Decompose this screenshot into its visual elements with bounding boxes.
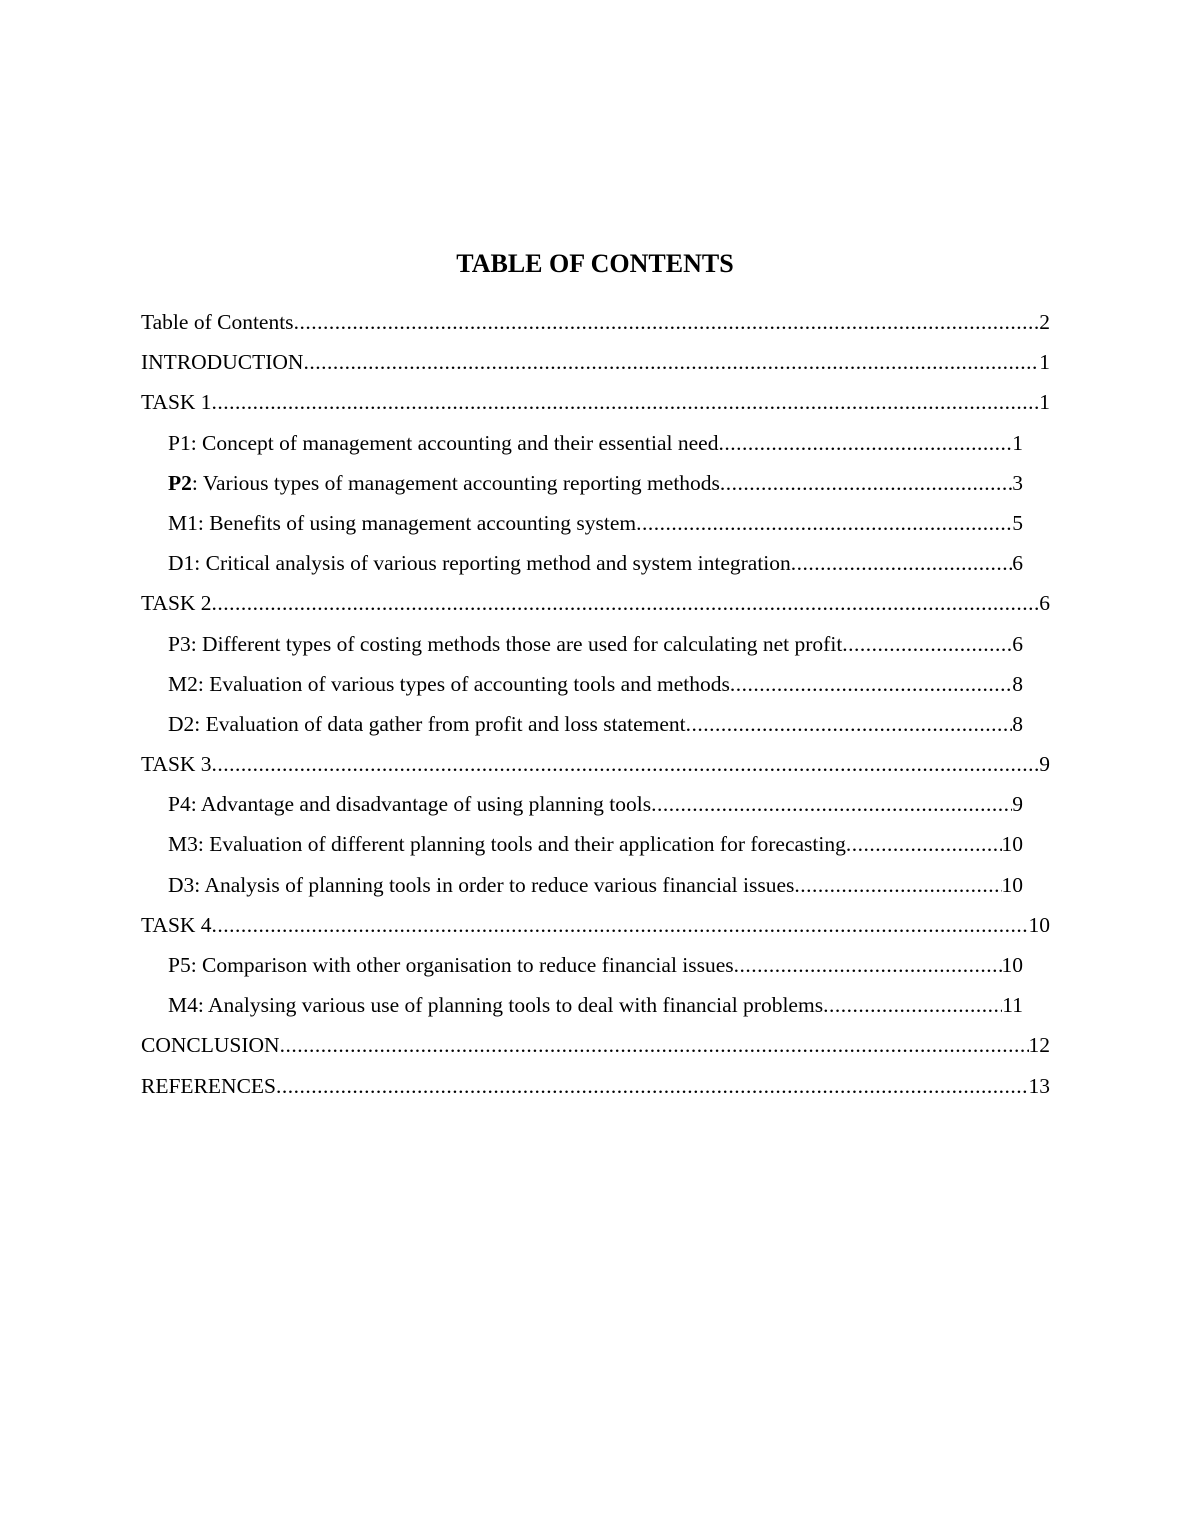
toc-entry-title [168,708,686,740]
toc-dot-leader [842,628,1012,660]
toc-entry-text: M2: Evaluation of various types of accounting tools and methods [168,671,730,696]
toc-entry-text: D2: Evaluation of data gather from profit and loss statement [168,711,686,736]
toc-page-number: 1 [1039,390,1050,415]
toc-entry-section[interactable] [141,386,1050,426]
toc-entry-subsection[interactable] [168,828,1023,868]
toc-page-number: 9 [1012,792,1023,817]
toc-dot-leader [718,427,1012,459]
toc-dot-leader [823,989,1002,1021]
toc-entry-text: D3: Analysis of planning tools in order to reduce various financial issues [168,872,795,897]
toc-dot-leader [846,828,1002,860]
toc-entry-text: M4: Analysing various use of planning tools to deal with financial problems [168,993,824,1018]
toc-dot-leader [276,1070,1029,1102]
toc-entry-title [141,386,212,418]
toc-entry-title [141,1029,280,1061]
toc-dot-leader [730,668,1012,700]
toc-entry-subsection[interactable] [168,547,1023,587]
toc-entry-section[interactable] [141,748,1050,788]
toc-page-number: 6 [1012,631,1023,656]
toc-entry-text: TASK 3 [141,752,212,777]
toc-page-number: 6 [1039,591,1050,616]
toc-entry-title [141,587,212,619]
toc-entry-title [141,748,212,780]
table-of-contents [0,306,1190,1110]
toc-entry-text: P3: Different types of costing methods those are used for calculating net profit [168,631,843,656]
toc-entry-text: D1: Critical analysis of various reporting method and system integration [168,551,791,576]
toc-page-number: 10 [1001,832,1023,857]
toc-page-number: 8 [1012,671,1023,696]
toc-page-number: 10 [1001,953,1023,977]
toc-entry-section[interactable] [141,346,1050,386]
toc-entry-section[interactable] [141,306,1050,346]
toc-entry-title [141,346,303,378]
toc-entry-title [168,507,636,539]
toc-dot-leader [212,748,1040,780]
toc-dot-leader [720,467,1012,499]
toc-page-number: 10 [1028,912,1050,937]
toc-entry-title [168,628,842,660]
toc-dot-leader [212,587,1040,619]
toc-page-number: 12 [1028,1033,1050,1058]
toc-entry-section[interactable] [141,909,1050,949]
toc-entry-text: TASK 1 [141,390,212,415]
toc-entry-text: TASK 4 [141,912,212,937]
toc-entry-title [168,869,794,901]
toc-entry-subsection[interactable] [168,788,1023,828]
toc-entry-subsection[interactable] [168,708,1023,748]
toc-entry-title [168,547,791,579]
toc-entry-subsection[interactable] [168,989,1023,1029]
toc-entry-section[interactable] [141,1029,1050,1069]
toc-entry-title [168,427,718,459]
toc-page-number: 3 [1012,470,1023,495]
toc-dot-leader [794,869,1001,901]
toc-entry-text: : Various types of management accounting reporting methods [191,470,720,495]
toc-entry-subsection[interactable] [168,869,1023,909]
toc-dot-leader [294,306,1040,338]
toc-entry-bold-prefix: P2 [168,470,192,495]
toc-entry-subsection[interactable] [168,949,1023,989]
toc-page-number: 6 [1012,551,1023,576]
toc-page-number: 1 [1012,430,1023,455]
toc-page-number: 2 [1039,310,1050,334]
toc-entry-subsection[interactable] [168,668,1023,708]
toc-entry-text: P5: Comparison with other organisation to reduce financial issues [168,953,734,977]
toc-dot-leader [734,949,1002,981]
toc-dot-leader [280,1029,1029,1061]
toc-page-number: 9 [1039,752,1050,777]
toc-page-number: 11 [1002,993,1023,1018]
toc-entry-title [168,989,823,1021]
toc-dot-leader [212,386,1040,418]
toc-dot-leader [686,708,1013,740]
toc-entry-subsection[interactable] [168,628,1023,668]
toc-entry-subsection[interactable] [168,467,1023,507]
toc-page-number: 1 [1039,350,1050,375]
toc-dot-leader [636,507,1012,539]
toc-entry-title [141,306,294,338]
toc-entry-title [168,668,730,700]
toc-entry-text: M1: Benefits of using management accounting system [168,510,637,535]
toc-entry-text: P4: Advantage and disadvantage of using planning tools [168,792,652,817]
toc-entry-text: INTRODUCTION [141,350,304,375]
toc-entry-title [168,828,846,860]
toc-page-number: 8 [1012,711,1023,736]
toc-entry-text: Table of Contents [141,310,294,334]
toc-entry-section[interactable] [141,1070,1050,1110]
toc-dot-leader [303,346,1039,378]
toc-entry-subsection[interactable] [168,507,1023,547]
toc-page-number: 13 [1028,1073,1050,1098]
toc-entry-text: CONCLUSION [141,1033,280,1058]
toc-entry-subsection[interactable] [168,427,1023,467]
toc-entry-text: P1: Concept of management accounting and their essential need [168,430,719,455]
toc-entry-title [141,1070,276,1102]
toc-heading: TABLE OF CONTENTS [456,249,734,278]
toc-entry-text: TASK 2 [141,591,212,616]
toc-page-number: 5 [1012,510,1023,535]
toc-entry-title [168,788,651,820]
toc-entry-title [141,909,212,941]
toc-dot-leader [791,547,1012,579]
toc-entry-text: M3: Evaluation of different planning tools and their application for forecasting [168,832,846,857]
toc-entry-section[interactable] [141,587,1050,627]
toc-entry-title [168,467,720,499]
toc-entry-title [168,949,734,981]
toc-entry-text: REFERENCES [141,1073,276,1098]
toc-dot-leader [651,788,1012,820]
toc-page-number: 10 [1001,872,1023,897]
toc-dot-leader [212,909,1029,941]
